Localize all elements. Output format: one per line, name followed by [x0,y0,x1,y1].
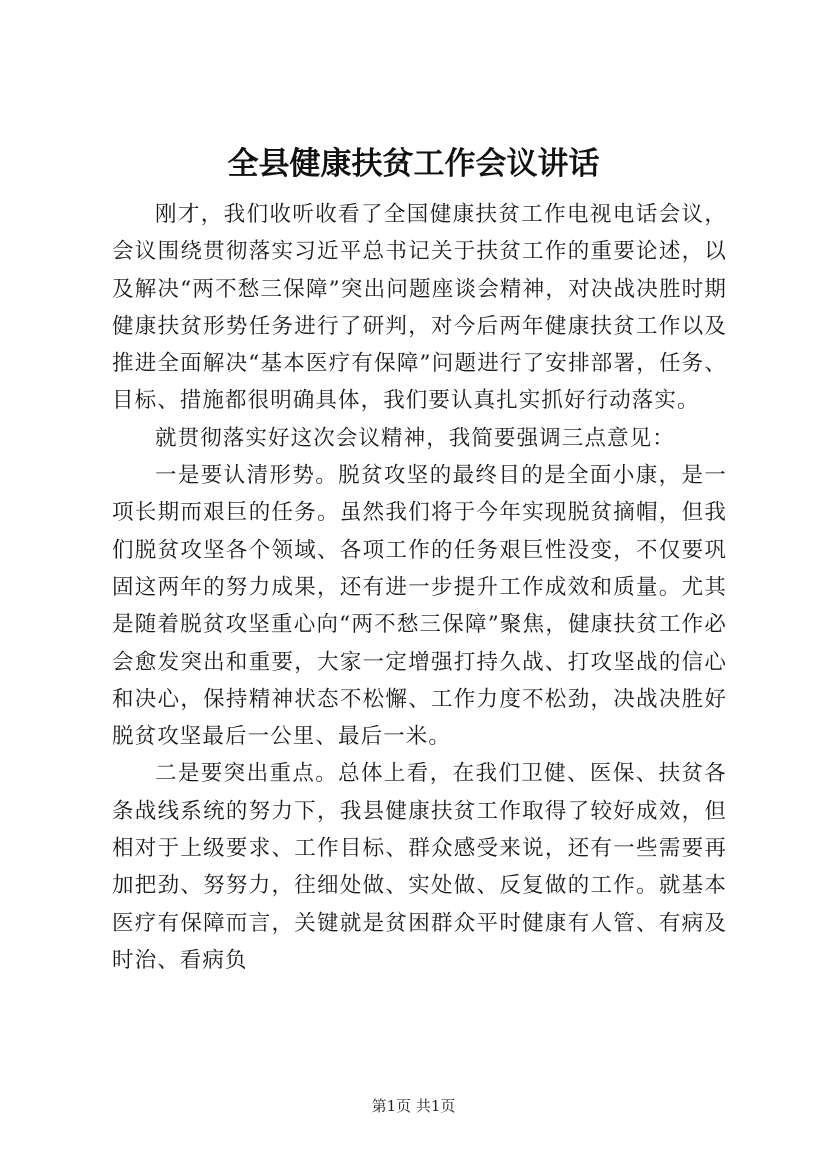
paragraph-4: 二是要突出重点。总体上看，在我们卫健、医保、扶贫各条战线系统的努力下，我县健康扶贫工作取得了较好成效，但相对于上级要求、工作目标、群众感受来说，还有一些需要再加把劲、努努力，往细处做、实处做、反复做的工作。就基本医疗有保障而言，关键就是贫困群众平时健康有人管、有病及时治、看病负 [112,761,727,973]
paragraph-1: 刚才，我们收听收看了全国健康扶贫工作电视电话会议，会议围绕贯彻落实习近平总书记关于扶贫工作的重要论述，以及解决“两不愁三保障”突出问题座谈会精神，对决战决胜时期健康扶贫形势任务进行了研判，对今后两年健康扶贫工作以及推进全面解决“基本医疗有保障”问题进行了安排部署，任务、目标、措施都很明确具体，我们要认真扎实抓好行动落实。 [112,202,727,414]
page-number-footer: 第1页 共1页 [371,1097,456,1115]
document-body [112,196,727,979]
paragraph-2: 就贯彻落实好这次会议精神，我简要强调三点意见： [155,425,675,451]
document-title: 全县健康扶贫工作会议讲话 [227,146,600,182]
paragraph-3: 一是要认清形势。脱贫攻坚的最终目的是全面小康，是一项长期而艰巨的任务。虽然我们将于今年实现脱贫摘帽，但我们脱贫攻坚各个领域、各项工作的任务艰巨性没变，不仅要巩固这两年的努力成果，还有进一步提升工作成效和质量。尤其是随着脱贫攻坚重心向“两不愁三保障”聚焦，健康扶贫工作必会愈发突出和重要，大家一定增强打持久战、打攻坚战的信心和决心，保持精神状态不松懈、工作力度不松劲，决战决胜好脱贫攻坚最后一公里、最后一米。 [112,463,727,750]
